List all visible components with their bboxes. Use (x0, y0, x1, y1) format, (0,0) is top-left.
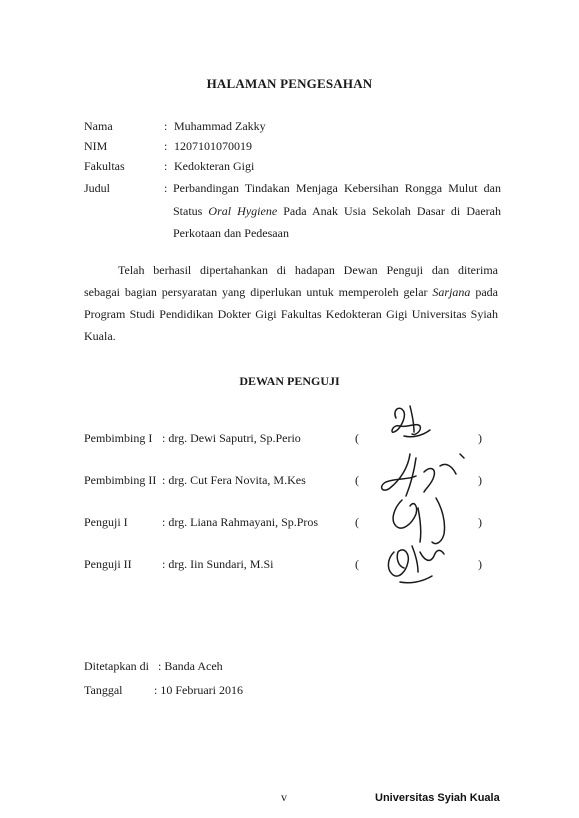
info-row-nama (84, 118, 504, 134)
signature-2 (382, 454, 464, 496)
judul-line-2 (173, 203, 501, 219)
paragraph-line-2-pre: sebagai bagian persyaratan yang diperlukan untuk memperoleh gelar (84, 285, 433, 299)
value-nama: Muhammad Zakky (174, 119, 266, 133)
judul-line-2-pre: Status (173, 204, 209, 218)
examiner-name: : drg. Liana Rahmayani, Sp.Pros (162, 515, 319, 529)
paragraph-line-2 (84, 284, 498, 300)
examiner-role: Pembimbing I (84, 431, 153, 445)
label-judul: Judul (84, 181, 111, 195)
page-title: HALAMAN PENGESAHAN (206, 76, 373, 91)
signature-paren-open: ( (355, 431, 359, 445)
ditetapkan-label: Ditetapkan di (84, 659, 149, 673)
paragraph-line-4: Kuala. (84, 329, 116, 343)
signature-paren-close: ) (478, 557, 482, 571)
examiner-role: Pembimbing II (84, 473, 157, 487)
value-nim: 1207101070019 (174, 139, 252, 153)
signature-3 (393, 498, 444, 544)
dewan-penguji-title: DEWAN PENGUJI (239, 374, 340, 388)
examiner-name: : drg. Iin Sundari, M.Si (162, 557, 274, 571)
tanggal-row (84, 682, 384, 698)
paragraph-line-2-post: pada (470, 285, 498, 299)
info-row-nim (84, 138, 504, 154)
tanggal-label: Tanggal (84, 683, 123, 697)
colon-judul: : (164, 181, 168, 195)
tanggal-value: : 10 Februari 2016 (154, 683, 243, 697)
paragraph-line-3: Program Studi Pendidikan Dokter Gigi Fakultas Kedokteran Gigi Universitas Syiah (84, 307, 498, 321)
examiner-name: : drg. Dewi Saputri, Sp.Perio (162, 431, 301, 445)
signature-paren-open: ( (355, 515, 359, 529)
colon-nama: : (164, 119, 168, 133)
ditetapkan-row (84, 658, 384, 674)
signature-paren-open: ( (355, 557, 359, 571)
colon-nim: : (164, 139, 168, 153)
paragraph-line-2-italic: Sarjana (432, 285, 471, 299)
label-nama: Nama (84, 119, 113, 133)
examiner-role: Penguji I (84, 515, 128, 529)
signature-paren-close: ) (478, 515, 482, 529)
judul-line-2-post: Pada Anak Usia Sekolah Dasar di Daerah (277, 204, 501, 218)
judul-line-2-italic: Oral Hygiene (208, 204, 278, 218)
examiner-name: : drg. Cut Fera Novita, M.Kes (162, 473, 306, 487)
signature-paren-close: ) (478, 431, 482, 445)
judul-line-3: Perkotaan dan Pedesaan (173, 226, 289, 240)
label-nim: NIM (84, 139, 108, 153)
value-fakultas: Kedokteran Gigi (174, 159, 255, 173)
signature-1 (392, 406, 430, 437)
signature-paren-open: ( (355, 473, 359, 487)
judul-line-1: Perbandingan Tindakan Menjaga Kebersihan Rongga Mulut dan (173, 181, 501, 195)
handwritten-signatures (360, 396, 480, 596)
signature-paren-close: ) (478, 473, 482, 487)
page-number: v (281, 790, 287, 804)
university-footer: Universitas Syiah Kuala (375, 792, 500, 804)
examiner-role: Penguji II (84, 557, 132, 571)
info-row-fakultas (84, 158, 504, 174)
paragraph-line-1: Telah berhasil dipertahankan di hadapan Dewan Penguji dan diterima (118, 263, 498, 277)
signature-4 (388, 546, 444, 583)
label-fakultas: Fakultas (84, 159, 125, 173)
colon-fakultas: : (164, 159, 168, 173)
ditetapkan-value: : Banda Aceh (158, 659, 223, 673)
